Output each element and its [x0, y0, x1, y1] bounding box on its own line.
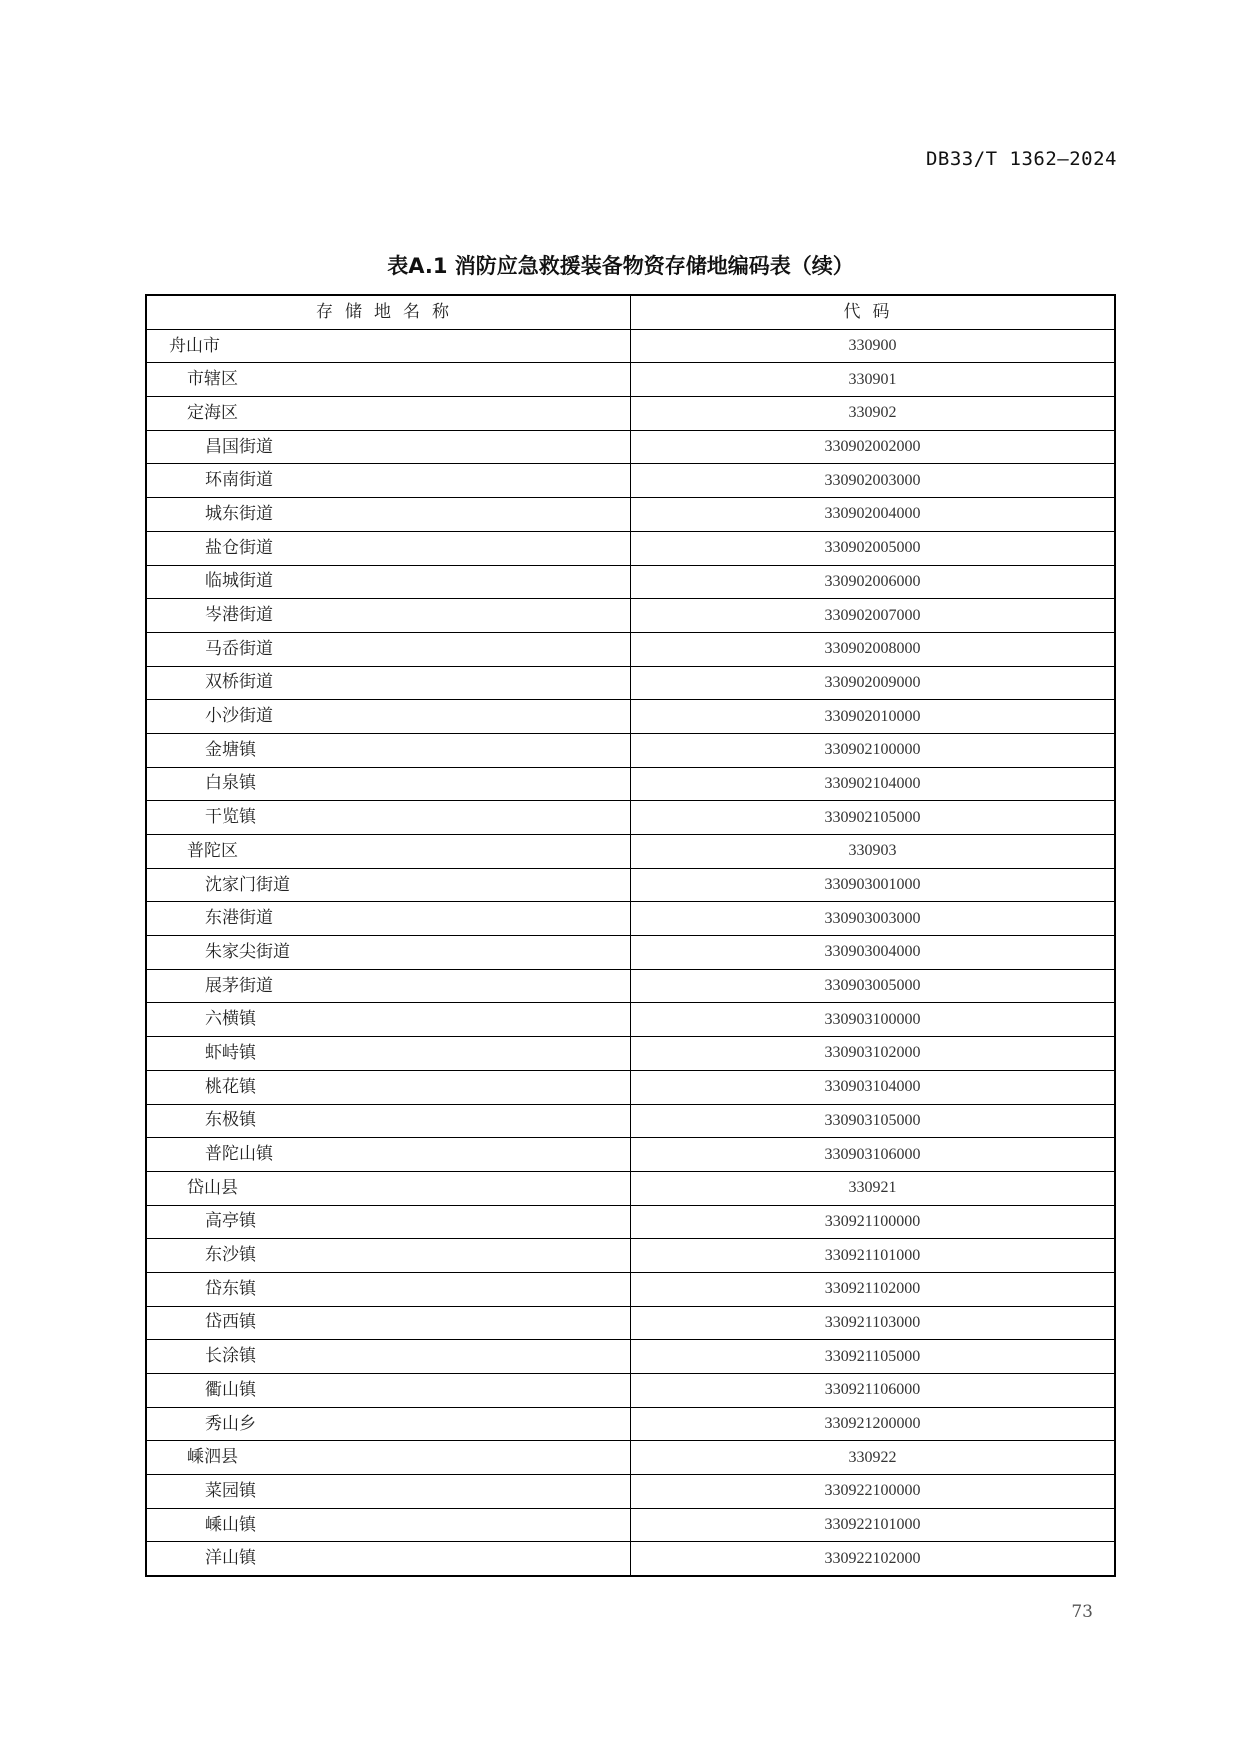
location-code-cell: 330903	[631, 835, 1116, 869]
table-row	[146, 599, 1115, 633]
location-name-cell: 干览镇	[146, 801, 631, 835]
location-code-cell: 330900	[631, 329, 1116, 363]
table-row	[146, 1407, 1115, 1441]
standard-code: DB33/T 1362—2024	[925, 148, 1117, 170]
location-code-cell: 330922	[631, 1441, 1116, 1475]
location-code-cell: 330902010000	[631, 700, 1116, 734]
location-name-cell: 小沙街道	[146, 700, 631, 734]
table-row	[146, 1508, 1115, 1542]
location-code-cell: 330902009000	[631, 666, 1116, 700]
location-code-cell: 330903104000	[631, 1070, 1116, 1104]
table-row	[146, 666, 1115, 700]
location-code-cell: 330921105000	[631, 1340, 1116, 1374]
table-row	[146, 1272, 1115, 1306]
location-name-cell: 洋山镇	[146, 1542, 631, 1576]
table-row	[146, 1171, 1115, 1205]
location-code-cell: 330922101000	[631, 1508, 1116, 1542]
location-code-cell: 330903003000	[631, 902, 1116, 936]
location-name-cell: 马岙街道	[146, 632, 631, 666]
location-name-cell: 城东街道	[146, 498, 631, 532]
location-name-cell: 环南街道	[146, 464, 631, 498]
location-code-cell: 330902007000	[631, 599, 1116, 633]
location-name-cell: 东极镇	[146, 1104, 631, 1138]
column-header-name: 存储地名称	[146, 295, 631, 329]
location-name-cell: 沈家门街道	[146, 868, 631, 902]
table-row	[146, 1374, 1115, 1408]
location-name-cell: 秀山乡	[146, 1407, 631, 1441]
location-code-cell: 330903100000	[631, 1003, 1116, 1037]
location-name-cell: 东港街道	[146, 902, 631, 936]
table-row	[146, 1340, 1115, 1374]
table-row	[146, 397, 1115, 431]
location-name-cell: 嵊山镇	[146, 1508, 631, 1542]
location-name-cell: 岱西镇	[146, 1306, 631, 1340]
location-code-cell: 330902104000	[631, 767, 1116, 801]
location-code-cell: 330903102000	[631, 1037, 1116, 1071]
location-code-cell: 330903001000	[631, 868, 1116, 902]
location-name-cell: 普陀山镇	[146, 1138, 631, 1172]
table-row	[146, 1306, 1115, 1340]
table-row	[146, 1205, 1115, 1239]
storage-location-code-table	[145, 294, 1116, 1577]
location-code-cell: 330903106000	[631, 1138, 1116, 1172]
location-code-cell: 330902	[631, 397, 1116, 431]
location-name-cell: 朱家尖街道	[146, 936, 631, 970]
location-code-cell: 330902005000	[631, 531, 1116, 565]
table-row	[146, 969, 1115, 1003]
location-code-cell: 330901	[631, 363, 1116, 397]
location-code-cell: 330902002000	[631, 430, 1116, 464]
location-name-cell: 金塘镇	[146, 733, 631, 767]
table-row	[146, 902, 1115, 936]
location-code-cell: 330903004000	[631, 936, 1116, 970]
table-row	[146, 1037, 1115, 1071]
location-name-cell: 舟山市	[146, 329, 631, 363]
table-row	[146, 733, 1115, 767]
location-name-cell: 菜园镇	[146, 1475, 631, 1509]
table-row	[146, 363, 1115, 397]
location-code-cell: 330921102000	[631, 1272, 1116, 1306]
location-code-cell: 330922100000	[631, 1475, 1116, 1509]
table-row	[146, 1542, 1115, 1576]
location-name-cell: 岱东镇	[146, 1272, 631, 1306]
table-title: 表A.1 消防应急救援装备物资存储地编码表（续）	[387, 254, 854, 278]
location-code-cell: 330921106000	[631, 1374, 1116, 1408]
table-row	[146, 1003, 1115, 1037]
location-code-cell: 330902008000	[631, 632, 1116, 666]
location-code-cell: 330921	[631, 1171, 1116, 1205]
location-name-cell: 双桥街道	[146, 666, 631, 700]
table-row	[146, 868, 1115, 902]
table-row	[146, 767, 1115, 801]
table-row	[146, 632, 1115, 666]
table-row	[146, 531, 1115, 565]
location-code-cell: 330902004000	[631, 498, 1116, 532]
location-name-cell: 临城街道	[146, 565, 631, 599]
location-name-cell: 东沙镇	[146, 1239, 631, 1273]
location-code-cell: 330921100000	[631, 1205, 1116, 1239]
location-name-cell: 盐仓街道	[146, 531, 631, 565]
table-row	[146, 1239, 1115, 1273]
location-code-cell: 330902105000	[631, 801, 1116, 835]
table-row	[146, 329, 1115, 363]
location-name-cell: 白泉镇	[146, 767, 631, 801]
page-number: 73	[1071, 1602, 1093, 1622]
location-name-cell: 嵊泗县	[146, 1441, 631, 1475]
location-code-cell: 330921200000	[631, 1407, 1116, 1441]
location-name-cell: 岱山县	[146, 1171, 631, 1205]
table-row	[146, 1070, 1115, 1104]
table-row	[146, 1138, 1115, 1172]
location-name-cell: 桃花镇	[146, 1070, 631, 1104]
location-name-cell: 长涂镇	[146, 1340, 631, 1374]
table-body	[146, 329, 1115, 1576]
location-code-cell: 330902100000	[631, 733, 1116, 767]
location-name-cell: 昌国街道	[146, 430, 631, 464]
table-row	[146, 464, 1115, 498]
table-row	[146, 801, 1115, 835]
location-code-cell: 330902006000	[631, 565, 1116, 599]
location-code-cell: 330903105000	[631, 1104, 1116, 1138]
location-name-cell: 岑港街道	[146, 599, 631, 633]
location-name-cell: 市辖区	[146, 363, 631, 397]
location-name-cell: 定海区	[146, 397, 631, 431]
table-row	[146, 1475, 1115, 1509]
table-row	[146, 565, 1115, 599]
location-name-cell: 高亭镇	[146, 1205, 631, 1239]
table-row	[146, 700, 1115, 734]
location-name-cell: 衢山镇	[146, 1374, 631, 1408]
location-code-cell: 330902003000	[631, 464, 1116, 498]
table-row	[146, 1441, 1115, 1475]
table-row	[146, 1104, 1115, 1138]
table-header-row	[146, 295, 1115, 329]
location-name-cell: 六横镇	[146, 1003, 631, 1037]
location-name-cell: 普陀区	[146, 835, 631, 869]
location-code-cell: 330922102000	[631, 1542, 1116, 1576]
location-code-cell: 330921103000	[631, 1306, 1116, 1340]
table-row	[146, 835, 1115, 869]
table-row	[146, 936, 1115, 970]
location-name-cell: 虾峙镇	[146, 1037, 631, 1071]
table-row	[146, 430, 1115, 464]
column-header-code: 代码	[631, 295, 1116, 329]
location-code-cell: 330921101000	[631, 1239, 1116, 1273]
table-row	[146, 498, 1115, 532]
location-code-cell: 330903005000	[631, 969, 1116, 1003]
location-name-cell: 展茅街道	[146, 969, 631, 1003]
